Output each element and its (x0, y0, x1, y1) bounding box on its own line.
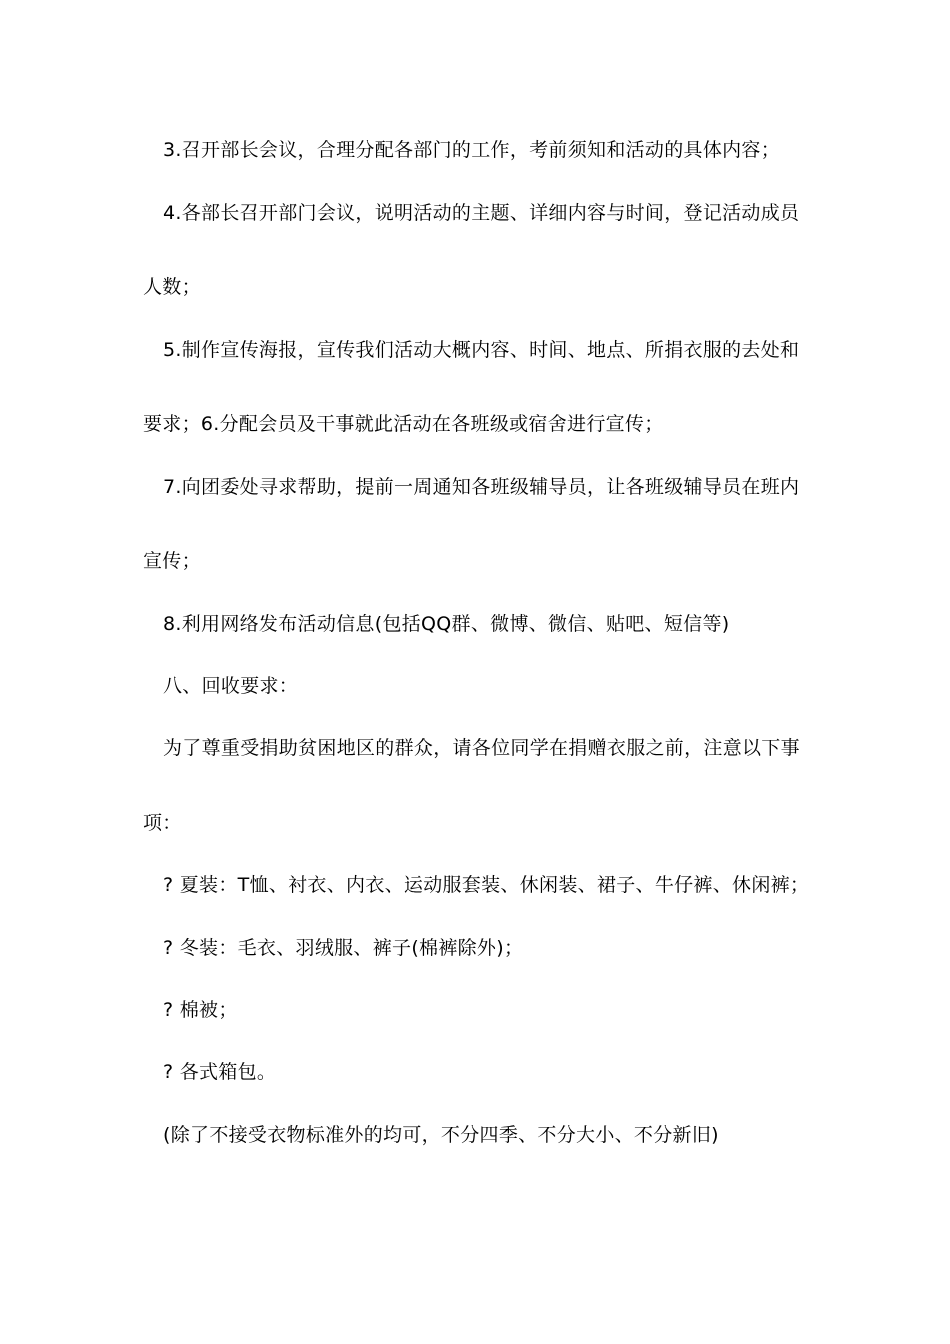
list-item: ? 冬装：毛衣、羽绒服、裤子(棉裤除外)； (163, 937, 524, 959)
note-line: (除了不接受衣物标准外的均可，不分四季、不分大小、不分新旧) (163, 1124, 719, 1146)
text-line: 7.向团委处寻求帮助，提前一周通知各班级辅导员，让各班级辅导员在班内 (163, 476, 800, 498)
text-line: 要求；6.分配会员及干事就此活动在各班级或宿舍进行宣传； (143, 413, 664, 435)
text-line: 宣传； (143, 550, 201, 572)
section-heading: 八、回收要求： (163, 675, 299, 697)
text-line: 人数； (143, 276, 201, 298)
list-item: ? 各式箱包。 (163, 1061, 277, 1083)
text-line: 8.利用网络发布活动信息(包括QQ群、微博、微信、贴吧、短信等) (163, 613, 730, 635)
text-line: 为了尊重受捐助贫困地区的群众，请各位同学在捐赠衣服之前，注意以下事 (163, 737, 800, 759)
text-line: 5.制作宣传海报，宣传我们活动大概内容、时间、地点、所捐衣服的去处和 (163, 339, 800, 361)
list-item: ? 棉被； (163, 999, 238, 1021)
text-line: 3.召开部长会议，合理分配各部门的工作，考前须知和活动的具体内容； (163, 139, 781, 161)
list-item: ? 夏装：T恤、衬衣、内衣、运动服套装、休闲装、裙子、牛仔裤、休闲裤； (163, 874, 810, 896)
text-line: 4.各部长召开部门会议，说明活动的主题、详细内容与时间，登记活动成员 (163, 202, 800, 224)
text-line: 项： (143, 812, 182, 834)
